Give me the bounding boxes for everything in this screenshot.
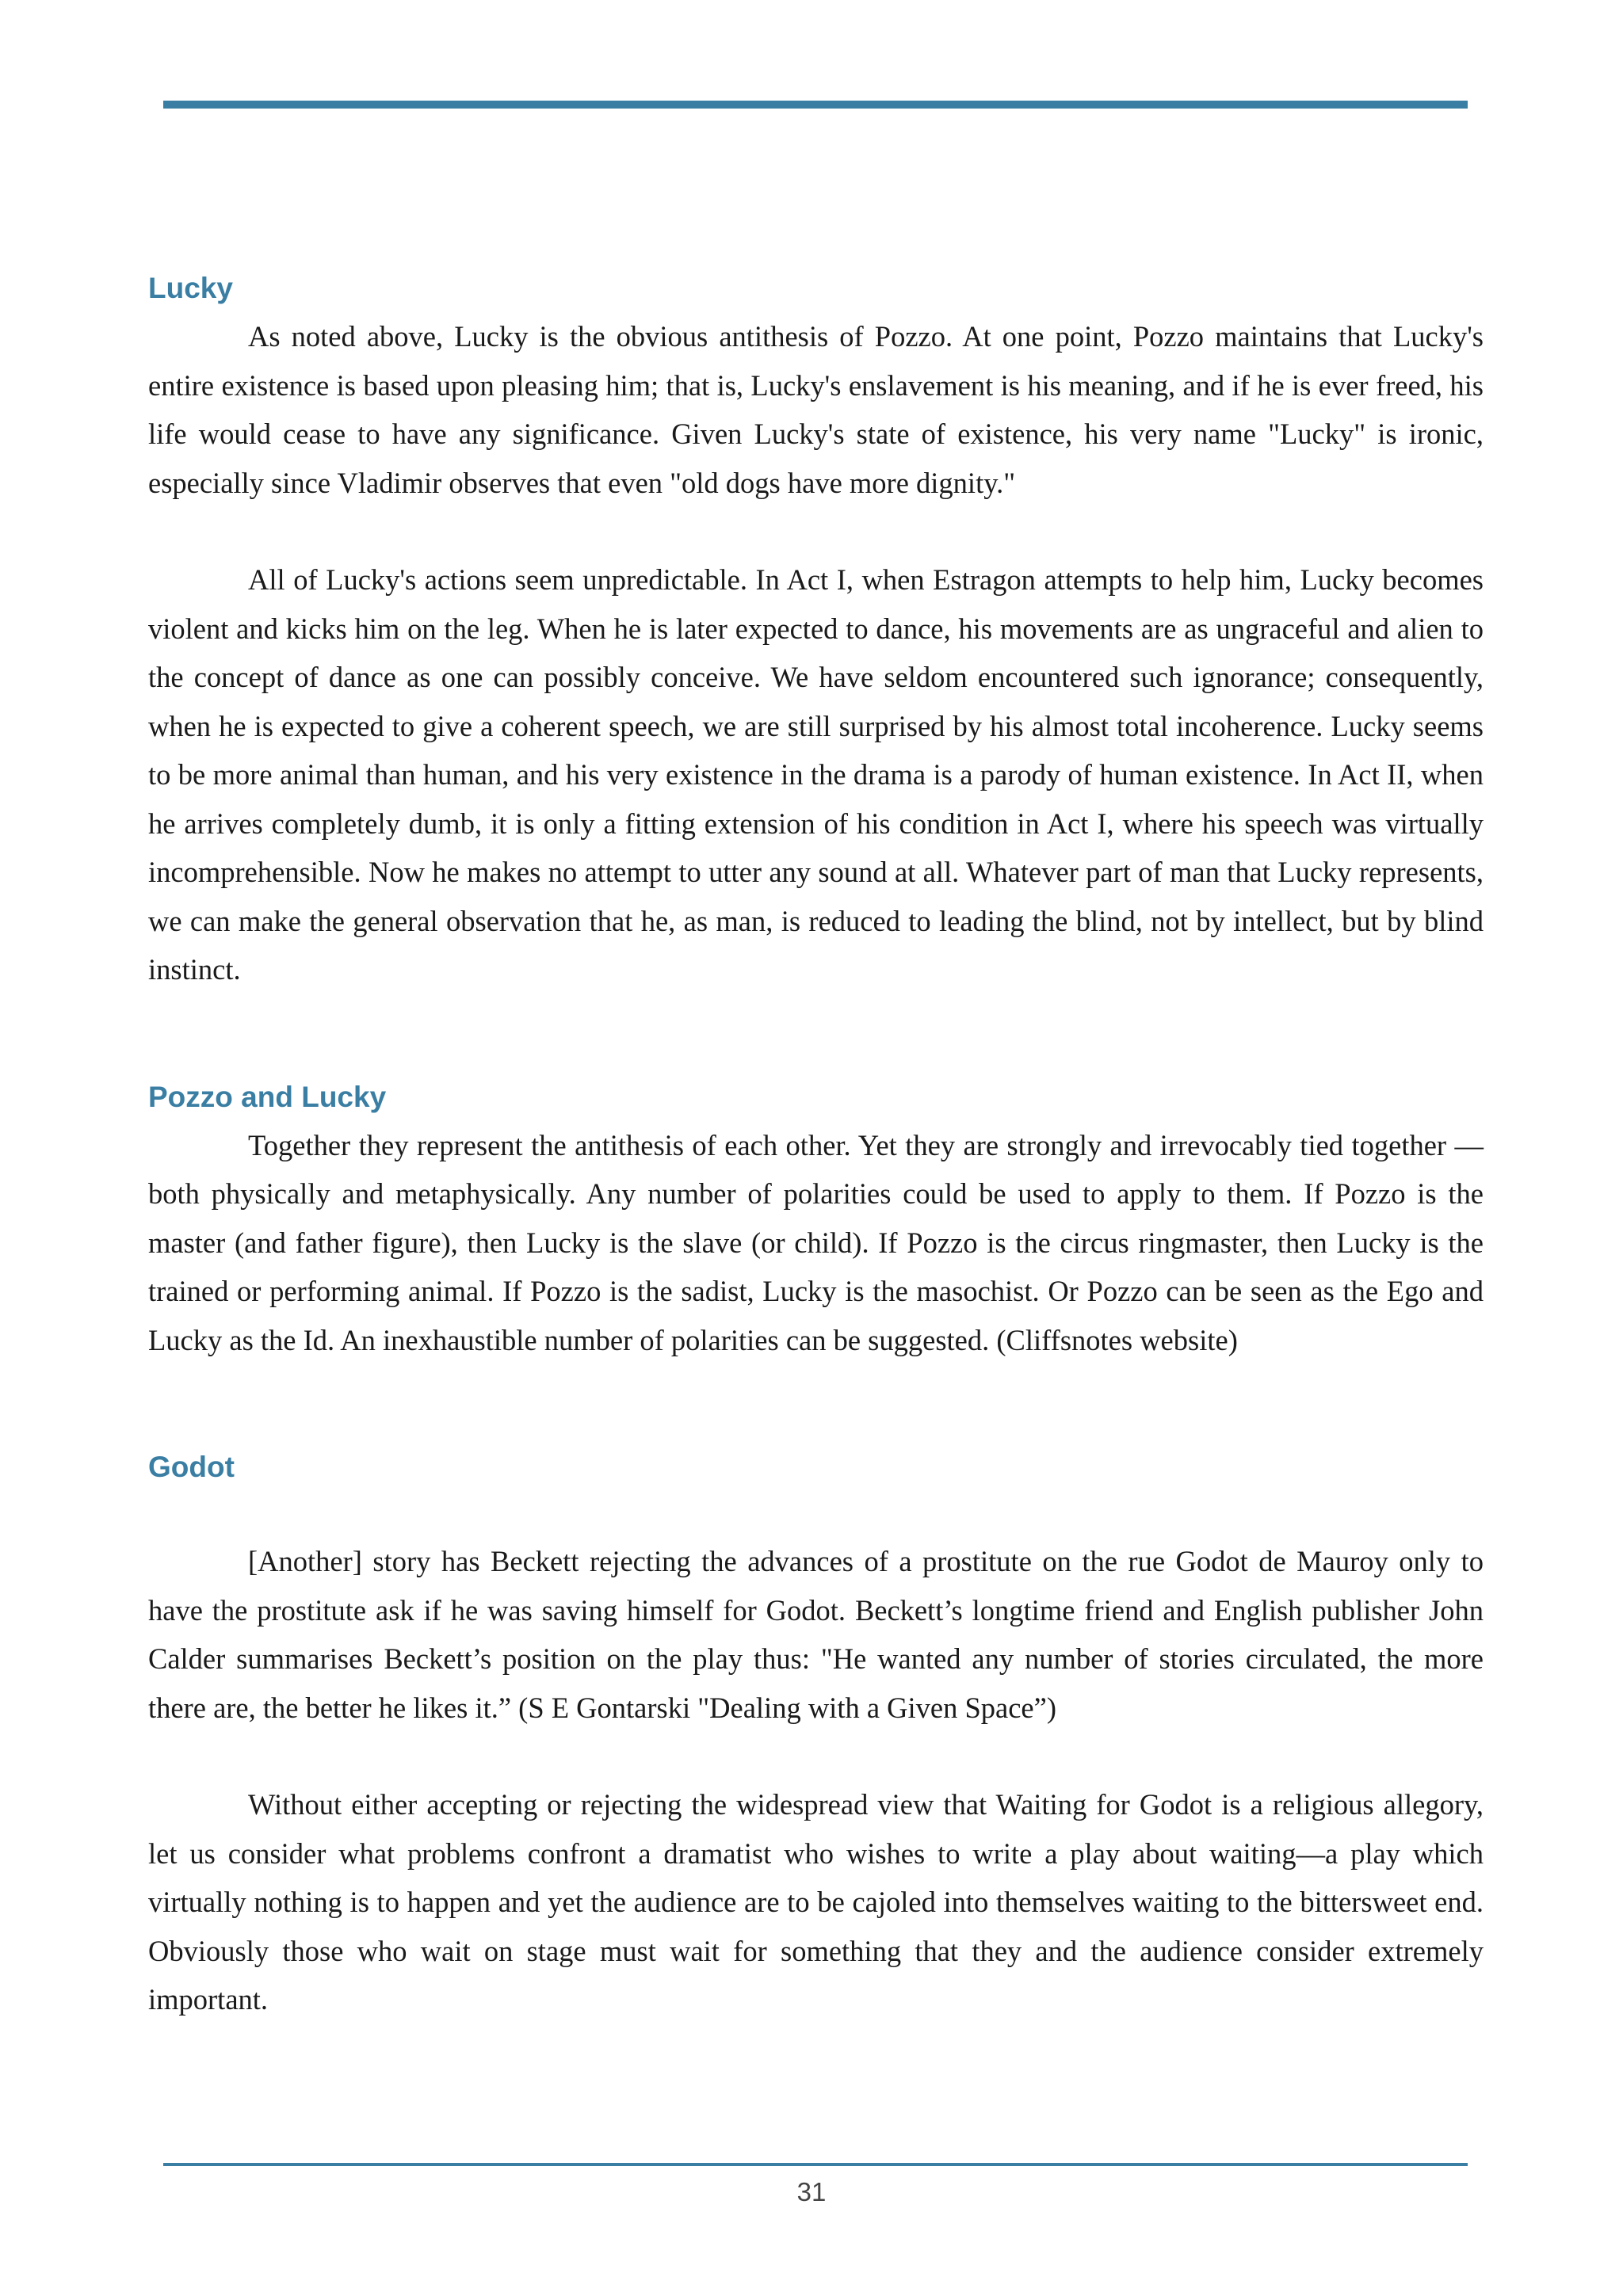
paragraph-lucky-1: As noted above, Lucky is the obvious antithesis of Pozzo. At one point, Pozzo maintains that Lucky's entire existence is based upon pleasing him; that is, Lucky's enslavement is his meaning, and if he is ever freed, his life would cease to have any significance. Given Lucky's state of existence, his very name "Lucky" is ironic, especially since Vladimir observes that even "old dogs have more dignity." <box>148 320 1484 499</box>
page-number: 31 <box>796 2177 827 2206</box>
header-rule <box>163 101 1468 109</box>
section-heading-godot: Godot <box>148 1451 235 1483</box>
paragraph-lucky-2: All of Lucky's actions seem unpredictable. In Act I, when Estragon attempts to help him, Lucky becomes violent and kicks him on the leg. When he is later expected to dance, his movements are as ungraceful and alien to the concept of dance as one can possibly conceive. We have seldom encountered such ignorance; consequently, when he is expected to give a coherent speech, we are still surprised by his almost total incoherence. Lucky seems to be more animal than human, and his very existence in the drama is a parody of human existence. In Act II, when he arrives completely dumb, it is only a fitting extension of his condition in Act I, where his speech was virtually incomprehensible. Now he makes no attempt to utter any sound at all. Whatever part of man that Lucky represents, we can make the general observation that he, as man, is reduced to leading the blind, not by intellect, but by blind instinct. <box>148 563 1484 986</box>
footer-rule <box>163 2163 1468 2166</box>
paragraph-godot-1: [Another] story has Beckett rejecting the advances of a prostitute on the rue Godot de Mauroy only to have the prostitute ask if he was saving himself for Godot. Beckett’s longtime friend and English publisher John Calder summarises Beckett’s position on the play thus: "He wanted any number of stories circulated, the more there are, the better he likes it.” (S E Gontarski "Dealing with a Given Space”) <box>148 1545 1484 1724</box>
section-heading-lucky: Lucky <box>148 272 233 304</box>
paragraph-godot-2: Without either accepting or rejecting the widespread view that Waiting for Godot is a religious allegory, let us consider what problems confront a dramatist who wishes to write a play about waiting—a play which virtually nothing is to happen and yet the audience are to be cajoled into themselves waiting to the bittersweet end. Obviously those who wait on stage must wait for something that they and the audience consider extremely important. <box>148 1788 1484 2016</box>
paragraph-pozzo-and-lucky-1: Together they represent the antithesis of each other. Yet they are strongly and irrevocably tied together — both physically and metaphysically. Any number of polarities could be used to apply to them. If Pozzo is the master (and father figure), then Lucky is the slave (or child). If Pozzo is the circus ringmaster, then Lucky is the trained or performing animal. If Pozzo is the sadist, Lucky is the masochist. Or Pozzo can be seen as the Ego and Lucky as the Id. An inexhaustible number of polarities can be suggested. (Cliffsnotes website) <box>148 1128 1484 1356</box>
section-heading-pozzo-and-lucky: Pozzo and Lucky <box>148 1080 387 1113</box>
page-content <box>148 269 1484 2024</box>
